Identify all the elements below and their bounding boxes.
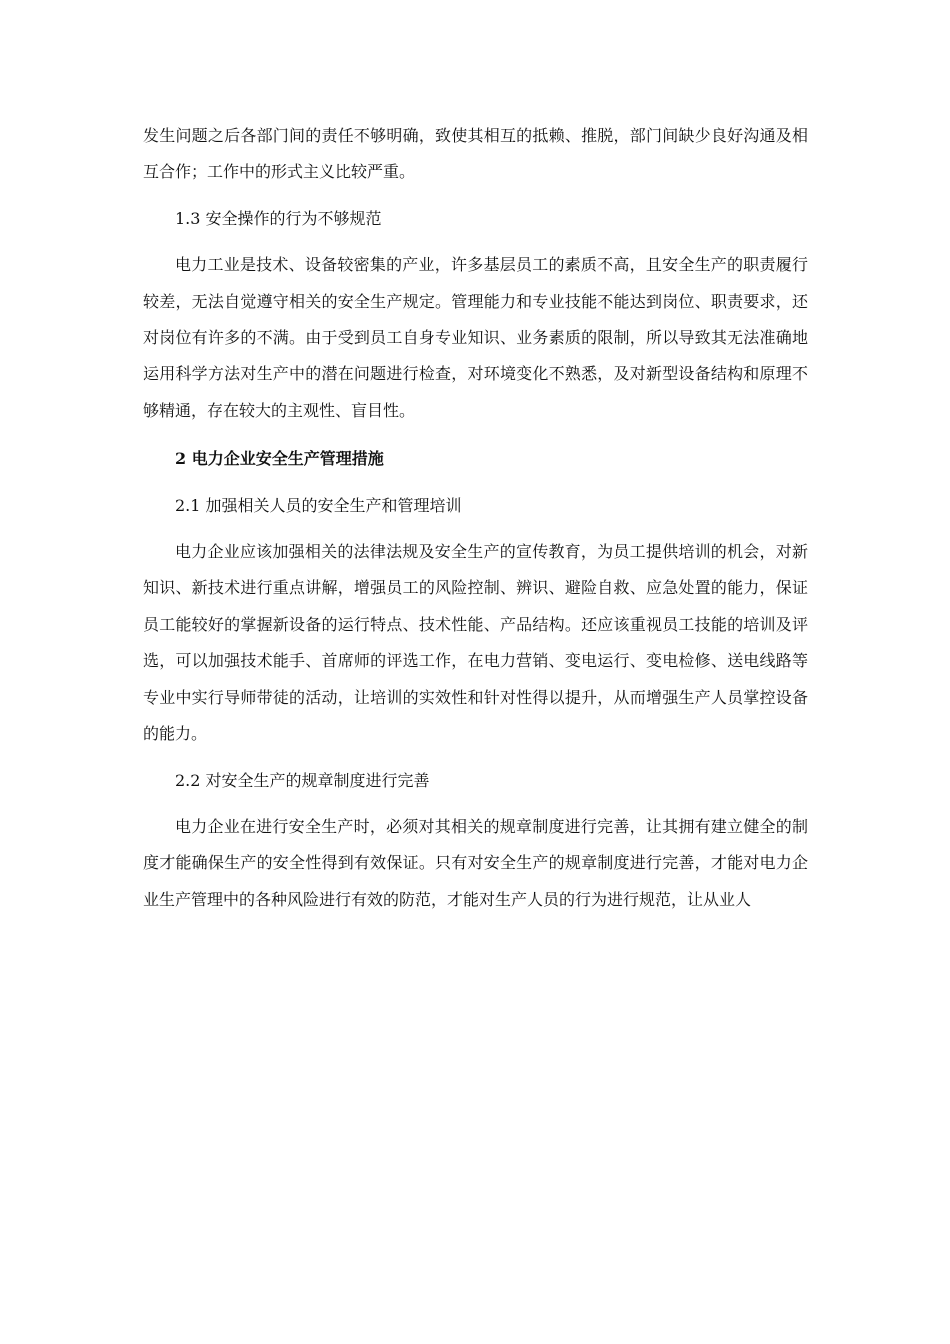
paragraph-department-responsibility: 发生问题之后各部门间的责任不够明确，致使其相互的抵赖、推脱，部门间缺少良好沟通及相互合作；工作中的形式主义比较严重。 bbox=[143, 126, 808, 182]
paragraph-safety-operation: 电力工业是技术、设备较密集的产业，许多基层员工的素质不高，且安全生产的职责履行较差，无法自觉遵守相关的安全生产规定。管理能力和专业技能不能达到岗位、职责要求，还对岗位有许多的不满。由于受到员工自身专业知识、业务素质的限制，所以导致其无法准确地运用科学方法对生产中的潜在问题进行检查，对环境变化不熟悉，及对新型设备结构和原理不够精通，存在较大的主观性、盲目性。 bbox=[143, 255, 808, 420]
section-heading-2: 2 电力企业安全生产管理措施 bbox=[175, 449, 384, 469]
section-heading-1-3: 1.3 安全操作的行为不够规范 bbox=[175, 208, 382, 228]
paragraph-training: 电力企业应该加强相关的法律法规及安全生产的宣传教育，为员工提供培训的机会，对新知识、新技术进行重点讲解，增强员工的风险控制、辨识、避险自救、应急处置的能力，保证员工能较好的掌握新设备的运行特点、技术性能、产品结构。还应该重视员工技能的培训及评选，可以加强技术能手、首席师的评选工作，在电力营销、变电运行、变电检修、送电线路等专业中实行导师带徒的活动，让培训的实效性和针对性得以提升，从而增强生产人员掌控设备的能力。 bbox=[143, 542, 808, 744]
section-heading-2-2: 2.2 对安全生产的规章制度进行完善 bbox=[175, 770, 430, 790]
paragraph-regulations: 电力企业在进行安全生产时，必须对其相关的规章制度进行完善，让其拥有建立健全的制度才能确保生产的安全性得到有效保证。只有对安全生产的规章制度进行完善，才能对电力企业生产管理中的各种风险进行有效的防范，才能对生产人员的行为进行规范，让从业人 bbox=[143, 816, 808, 909]
section-heading-2-1: 2.1 加强相关人员的安全生产和管理培训 bbox=[175, 495, 462, 515]
document-page bbox=[143, 118, 808, 918]
